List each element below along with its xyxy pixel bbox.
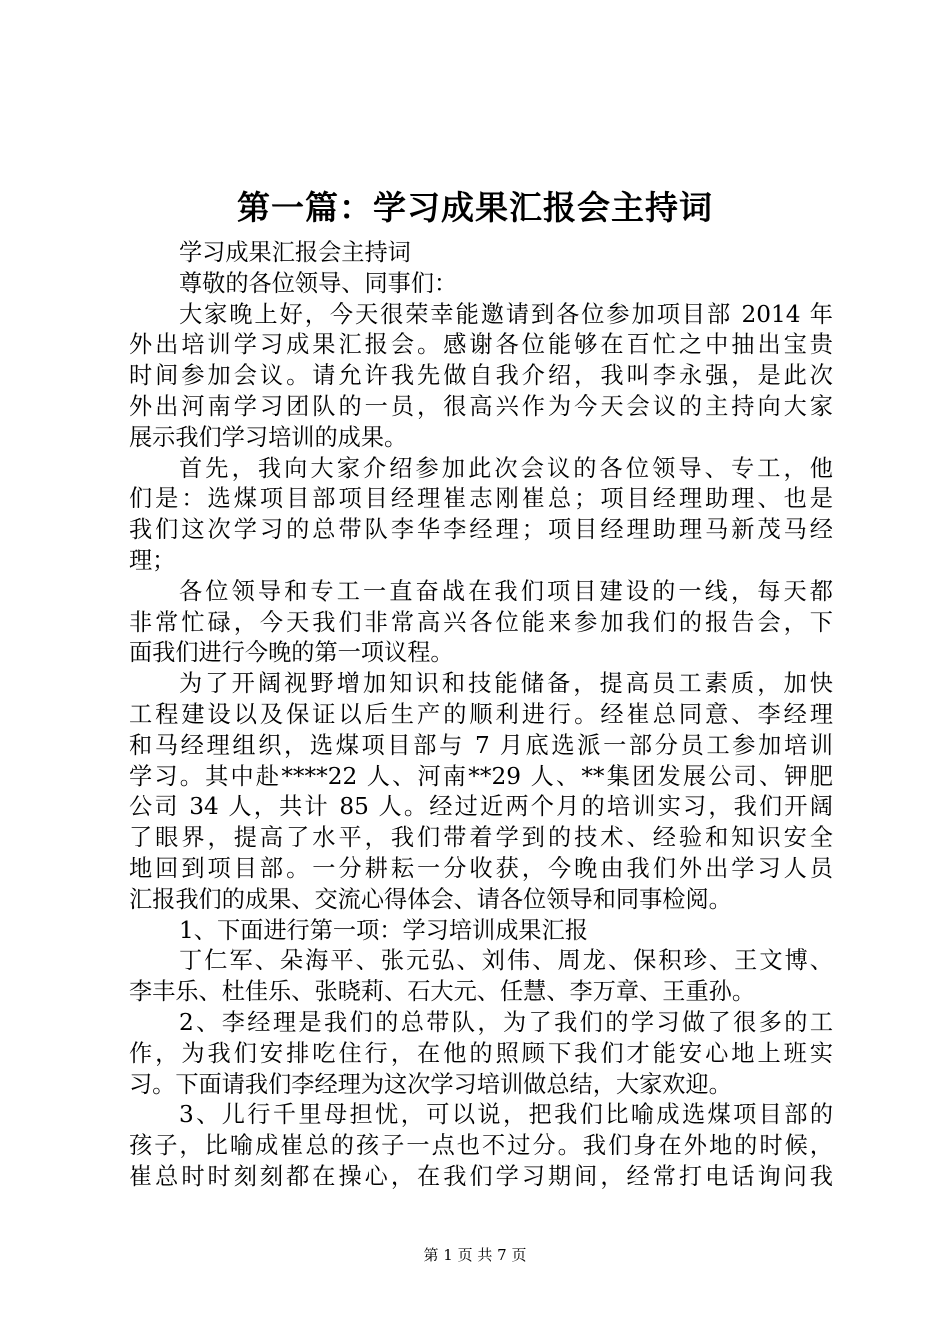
text-line: 孩子，比喻成崔总的孩子一点也不过分。我们身在外地的时候， xyxy=(129,1132,833,1160)
text-line: 外出培训学习成果汇报会。感谢各位能够在百忙之中抽出宝贵 xyxy=(129,331,833,359)
text-line: 尊敬的各位领导、同事们： xyxy=(179,269,458,297)
text-line: 我们这次学习的总带队李华李经理；项目经理助理马新茂马经 xyxy=(129,516,833,544)
document-title: 第一篇：学习成果汇报会主持词 xyxy=(237,188,713,227)
text-line: 时间参加会议。请允许我先做自我介绍，我叫李永强，是此次 xyxy=(129,362,833,390)
text-line: 理； xyxy=(129,546,176,574)
text-line: 丁仁军、朵海平、张元弘、刘伟、周龙、保积珍、王文博、 xyxy=(179,947,833,975)
text-line: 各位领导和专工一直奋战在我们项目建设的一线，每天都 xyxy=(179,577,833,605)
text-line: 了眼界，提高了水平，我们带着学到的技术、经验和知识安全 xyxy=(129,824,833,852)
text-line: 崔总时时刻刻都在操心，在我们学习期间，经常打电话询问我 xyxy=(129,1162,833,1190)
text-line: 工程建设以及保证以后生产的顺利进行。经崔总同意、李经理 xyxy=(129,700,833,728)
text-line: 李丰乐、杜佳乐、张晓莉、石大元、任慧、李万章、王重孙。 xyxy=(129,978,756,1006)
text-line: 习。下面请我们李经理为这次学习培训做总结，大家欢迎。 xyxy=(129,1070,732,1098)
text-line: 面我们进行今晚的第一项议程。 xyxy=(129,639,454,667)
text-line: 学习。其中赴****22 人、河南**29 人、**集团发展公司、钾肥 xyxy=(129,762,833,790)
text-line: 2、李经理是我们的总带队，为了我们的学习做了很多的工 xyxy=(179,1008,833,1036)
text-line: 地回到项目部。一分耕耘一分收获，今晚由我们外出学习人员 xyxy=(129,854,833,882)
text-line: 学习成果汇报会主持词 xyxy=(179,239,411,266)
page-footer: 第 1 页 共 7 页 xyxy=(423,1246,527,1264)
text-line: 3、儿行千里母担忧，可以说，把我们比喻成选煤项目部的 xyxy=(179,1101,833,1129)
text-line: 为了开阔视野增加知识和技能储备，提高员工素质，加快 xyxy=(179,670,833,698)
text-line: 大家晚上好，今天很荣幸能邀请到各位参加项目部 2014 年 xyxy=(179,300,833,328)
text-line: 公司 34 人，共计 85 人。经过近两个月的培训实习，我们开阔 xyxy=(129,793,833,821)
text-line: 1、下面进行第一项：学习培训成果汇报 xyxy=(179,916,588,944)
document-body xyxy=(129,238,833,1193)
text-line: 非常忙碌，今天我们非常高兴各位能来参加我们的报告会，下 xyxy=(129,608,833,636)
text-line: 作，为我们安排吃住行，在他的照顾下我们才能安心地上班实 xyxy=(129,1039,833,1067)
text-line: 们是：选煤项目部项目经理崔志刚崔总；项目经理助理、也是 xyxy=(129,485,833,513)
text-line: 展示我们学习培训的成果。 xyxy=(129,423,408,451)
text-line: 首先，我向大家介绍参加此次会议的各位领导、专工，他 xyxy=(179,454,833,482)
text-line: 和马经理组织，选煤项目部与 7 月底选派一部分员工参加培训 xyxy=(129,731,833,759)
text-line: 汇报我们的成果、交流心得体会、请各位领导和同事检阅。 xyxy=(129,885,732,913)
text-line: 外出河南学习团队的一员，很高兴作为今天会议的主持向大家 xyxy=(129,392,833,420)
